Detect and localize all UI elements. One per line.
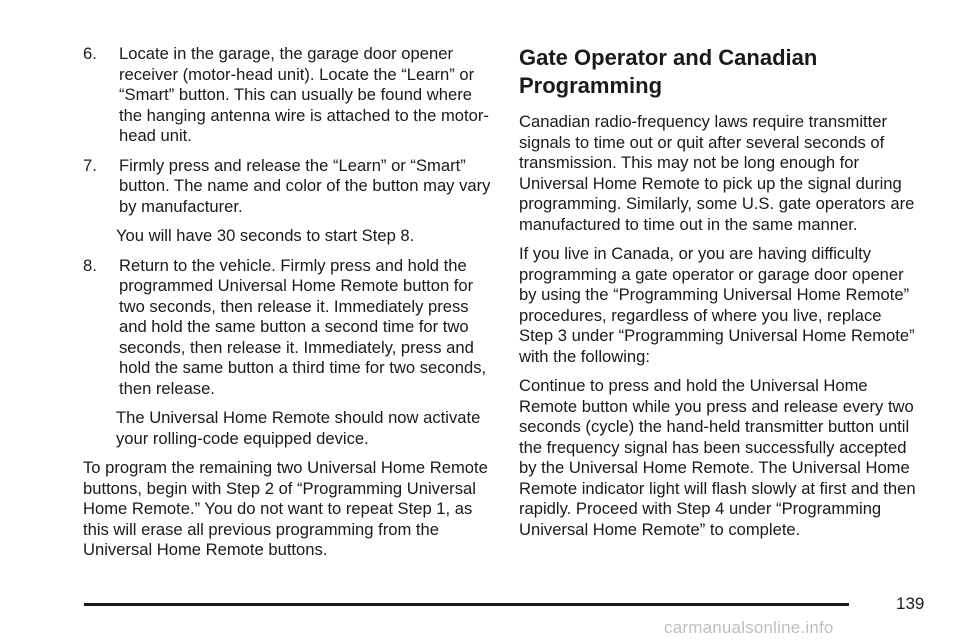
footer-rule <box>84 603 849 606</box>
step-number: 6. <box>83 44 97 63</box>
section-heading: Gate Operator and Canadian Programming <box>519 45 818 98</box>
step-number: 8. <box>83 255 97 275</box>
right-column <box>519 44 919 549</box>
paragraph: If you live in Canada, or you are having difficulty programming a gate operator or garage door opener by using the “Programming Universal Home Remote” procedures, regardless of where you live, replace Step 3 under “Programming Universal Home Remote” with the following: <box>519 244 915 366</box>
step-number: 7. <box>83 155 97 175</box>
paragraph: Continue to press and hold the Universal Home Remote button while you press and release every two seconds (cycle) the hand-held transmitter button until the frequency signal has been successfully accepted by the Universal Home Remote. The Universal Home Remote indicator light will flash slowly at first and then rapidly. Proceed with Step 4 under “Programming Universal Home Remote” to complete. <box>519 376 916 539</box>
left-column <box>83 44 495 570</box>
step-text: Locate in the garage, the garage door opener receiver (motor-head unit). Locate the “Learn” or “Smart” button. This can usually be found where the hanging antenna wire is attached to the motor-head unit. <box>119 44 489 145</box>
step-8-note: The Universal Home Remote should now activate your rolling-code equipped device. <box>116 408 481 448</box>
page-number: 139 <box>896 594 925 613</box>
step-text: Return to the vehicle. Firmly press and hold the programmed Universal Home Remote button for two seconds, then release it. Immediately press and hold the same button a second time for two seconds, then release it. Immediately, press and hold the same button a third time for two seconds, then release. <box>119 255 487 398</box>
step-7-note: You will have 30 seconds to start Step 8. <box>116 226 415 245</box>
step-7 <box>83 156 495 218</box>
step-text: Firmly press and release the “Learn” or “Smart” button. The name and color of the button may vary by manufacturer. <box>119 155 491 216</box>
watermark: carmanualsonline.info <box>664 618 834 637</box>
paragraph: Canadian radio-frequency laws require transmitter signals to time out or quit after several seconds of transmission. This may not be long enough for Universal Home Remote to pick up the signal during programming. Similarly, some U.S. gate operators are manufactured to time out in the same manner. <box>519 112 915 234</box>
closing-paragraph: To program the remaining two Universal Home Remote buttons, begin with Step 2 of “Programming Universal Home Remote.” You do not want to repeat Step 1, as this will erase all previous programming from the Universal Home Remote buttons. <box>83 458 488 559</box>
step-6 <box>83 44 495 147</box>
step-8 <box>83 256 495 400</box>
